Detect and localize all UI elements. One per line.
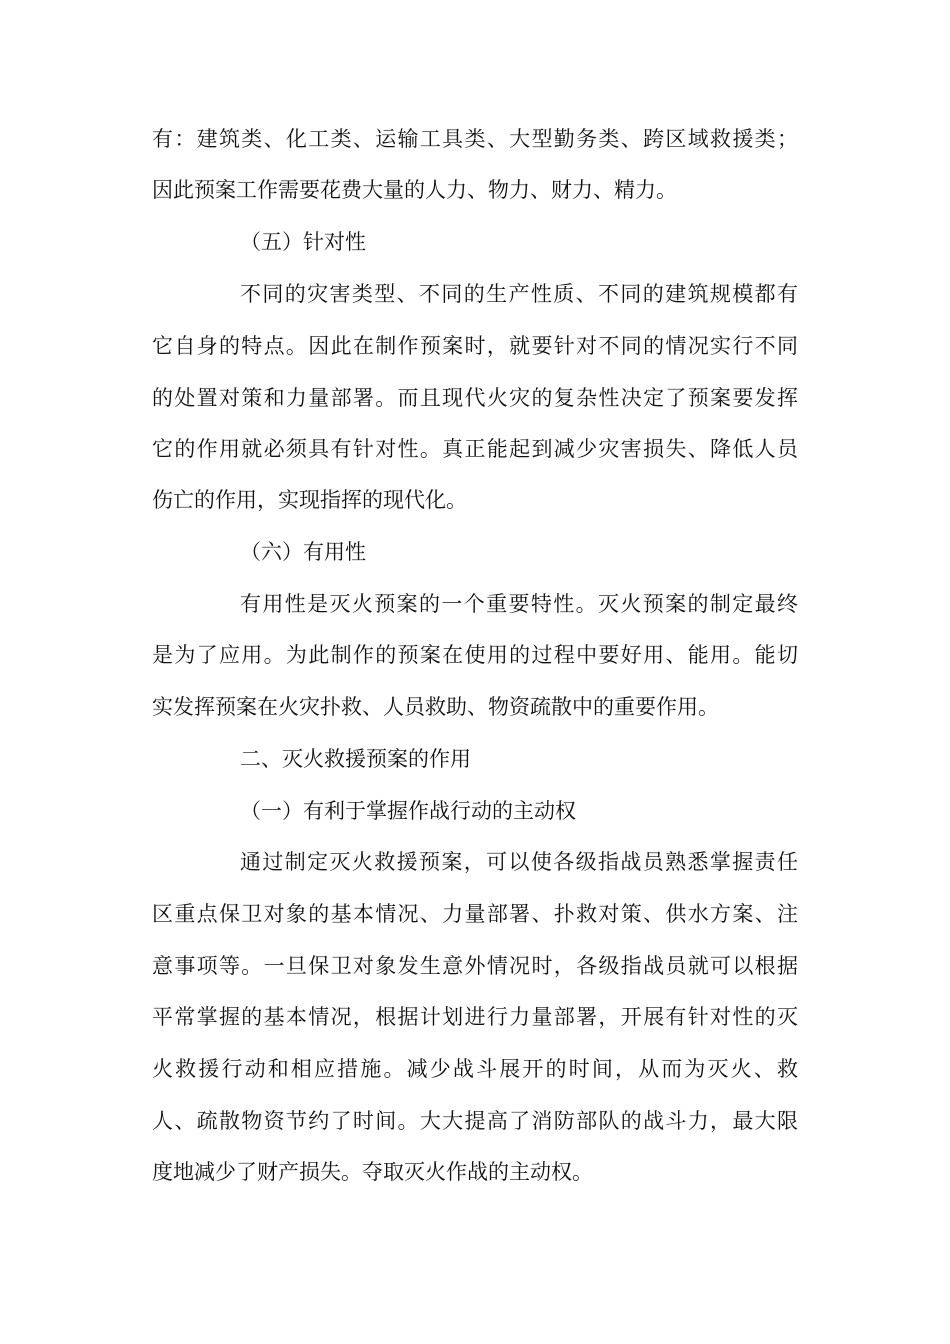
chapter-heading: 二、灭火救援预案的作用 — [240, 747, 471, 771]
section-heading: （五）针对性 — [240, 230, 366, 254]
paragraph-line: 因此预案工作需要花费大量的人力、物力、财力、精力。 — [152, 178, 677, 202]
paragraph-line: 不同的灾害类型、不同的生产性质、不同的建筑规模都有 — [240, 282, 798, 306]
section-heading: （一）有利于掌握作战行动的主动权 — [240, 799, 576, 823]
paragraph-line: 它自身的特点。因此在制作预案时，就要针对不同的情况实行不同 — [152, 334, 798, 358]
paragraph-line: 的处置对策和力量部署。而且现代火灾的复杂性决定了预案要发挥 — [152, 386, 798, 410]
paragraph-line: 有用性是灭火预案的一个重要特性。灭火预案的制定最终 — [240, 592, 798, 616]
paragraph-line: 度地减少了财产损失。夺取灭火作战的主动权。 — [152, 1160, 593, 1184]
section-heading: （六）有用性 — [240, 540, 366, 564]
paragraph-line: 人、疏散物资节约了时间。大大提高了消防部队的战斗力，最大限 — [152, 1109, 798, 1133]
paragraph-line: 平常掌握的基本情况，根据计划进行力量部署，开展有针对性的灭 — [152, 1005, 798, 1029]
paragraph-line: 伤亡的作用，实现指挥的现代化。 — [152, 488, 467, 512]
paragraph-line: 是为了应用。为此制作的预案在使用的过程中要好用、能用。能切 — [152, 643, 798, 667]
paragraph-line: 意事项等。一旦保卫对象发生意外情况时，各级指战员就可以根据 — [152, 954, 798, 978]
paragraph-line: 区重点保卫对象的基本情况、力量部署、扑救对策、供水方案、注 — [152, 902, 798, 926]
paragraph-line: 它的作用就必须具有针对性。真正能起到减少灾害损失、降低人员 — [152, 437, 798, 461]
paragraph-line: 有：建筑类、化工类、运输工具类、大型勤务类、跨区域救援类； — [152, 127, 798, 151]
paragraph-line: 实发挥预案在火灾扑救、人员救助、物资疏散中的重要作用。 — [152, 695, 719, 719]
paragraph-line: 火救援行动和相应措施。减少战斗展开的时间，从而为灭火、救 — [152, 1057, 798, 1081]
paragraph-line: 通过制定灭火救援预案，可以使各级指战员熟悉掌握责任 — [240, 850, 798, 874]
